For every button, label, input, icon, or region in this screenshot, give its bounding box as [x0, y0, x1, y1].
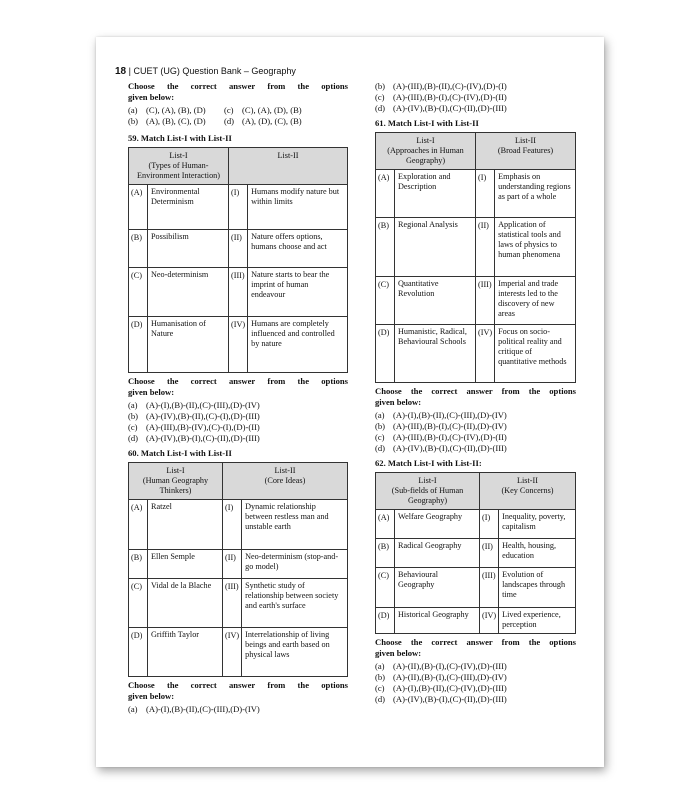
row-tag: (A): [376, 510, 395, 539]
list-ii-item: Focus on socio-political reality and critique of quantitative methods: [495, 325, 576, 383]
option-letter: (c): [375, 432, 385, 442]
row-tag: (D): [129, 628, 148, 677]
table-header-row: [129, 148, 348, 185]
option-text: (A)-(II),(B)-(I),(C)-(IV),(D)-(III): [393, 661, 507, 671]
row-tag: (III): [476, 277, 495, 325]
q61-table-wrap: [375, 132, 576, 383]
list-i-item: Griffith Taylor: [148, 628, 223, 677]
left-column: [128, 81, 348, 715]
option-letter: (a): [375, 410, 385, 420]
row-tag: (D): [129, 317, 148, 373]
q58-choose-instruction-2: given below:: [128, 92, 175, 102]
option-letter: (d): [375, 694, 386, 704]
table-row: [129, 500, 348, 550]
row-tag: (II): [480, 539, 499, 568]
row-tag: (B): [376, 539, 395, 568]
list-ii-item: Application of statistical tools and laws of physics to human phenomena: [495, 218, 576, 277]
right-column: [375, 81, 576, 705]
row-tag: (III): [229, 268, 248, 317]
option-item: [128, 704, 348, 715]
book-page: [96, 37, 604, 767]
option-letter: (b): [128, 411, 139, 421]
option-text: (A)-(IV),(B)-(I),(C)-(II),(D)-(III): [393, 443, 507, 453]
list-i-item: Humanistic, Radical, Behavioural Schools: [395, 325, 476, 383]
table-row: [129, 230, 348, 268]
table-row: [129, 550, 348, 579]
table-row: [376, 170, 576, 218]
option-letter: (d): [375, 443, 386, 453]
q60-table: [128, 462, 348, 677]
row-tag: (IV): [223, 628, 242, 677]
list-ii-item: Nature offers options, humans choose and act: [248, 230, 348, 268]
header-separator: |: [128, 66, 134, 76]
list-ii-header: List-II (Core Ideas): [223, 463, 348, 500]
row-tag: (I): [480, 510, 499, 539]
list-ii-header: List-II (Key Concerns): [480, 473, 576, 510]
list-i-item: Humanisation of Nature: [148, 317, 229, 373]
list-ii-item: Emphasis on understanding regions as part of a whole: [495, 170, 576, 218]
list-i-item: Ellen Semple: [148, 550, 223, 579]
row-tag: (B): [129, 230, 148, 268]
row-tag: (I): [223, 500, 242, 550]
q62-table: [375, 472, 576, 634]
table-row: [376, 325, 576, 383]
q61-choose-instruction-2: given below:: [375, 397, 422, 407]
list-i-item: Exploration and Description: [395, 170, 476, 218]
option-letter: (a): [128, 704, 138, 714]
option-text: (A), (D), (C), (B): [242, 116, 302, 126]
list-i-item: Vidal de la Blache: [148, 579, 223, 628]
q60-choose-instruction-2: given below:: [128, 691, 175, 701]
option-text: (A)-(IV),(B)-(I),(C)-(II),(D)-(III): [393, 103, 507, 113]
list-i-item: Regional Analysis: [395, 218, 476, 277]
option-item: [128, 411, 348, 422]
option-letter: (c): [375, 683, 385, 693]
list-ii-item: Interrelationship of living beings and earth based on physical laws: [242, 628, 348, 677]
list-i-header: List-I (Human Geography Thinkers): [129, 463, 223, 500]
row-tag: (III): [480, 568, 499, 608]
option-letter: (b): [375, 672, 386, 682]
option-text: (A)-(IV),(B)-(II),(C)-(I),(D)-(III): [146, 411, 260, 421]
list-ii-item: Inequality, poverty, capitalism: [499, 510, 576, 539]
q61-table: [375, 132, 576, 383]
option-item: [375, 92, 576, 103]
option-text: (A), (B), (C), (D): [146, 116, 206, 126]
option-item: [128, 400, 348, 411]
row-tag: (A): [129, 500, 148, 550]
list-ii-item: Humans are completely influenced and controlled by nature: [248, 317, 348, 373]
option-text: (A)-(III),(B)-(I),(C)-(IV),(D)-(II): [393, 92, 507, 102]
row-tag: (C): [129, 268, 148, 317]
option-item: [375, 443, 576, 454]
option-text: (A)-(II),(B)-(I),(C)-(III),(D)-(IV): [393, 672, 507, 682]
row-tag: (I): [476, 170, 495, 218]
option-text: (A)-(IV),(B)-(I),(C)-(II),(D)-(III): [393, 694, 507, 704]
q62-choose-instruction-2: given below:: [375, 648, 422, 658]
list-i-item: Possibilism: [148, 230, 229, 268]
option-item: [375, 661, 576, 672]
option-letter: (d): [128, 433, 139, 443]
list-ii-item: Health, housing, education: [499, 539, 576, 568]
table-row: [376, 608, 576, 634]
list-i-item: Behavioural Geography: [395, 568, 480, 608]
table-row: [376, 510, 576, 539]
q59-choose-instruction: Choose the correct answer from the options: [128, 376, 348, 386]
option-item: [128, 433, 348, 444]
row-tag: (D): [376, 325, 395, 383]
option-item: [375, 672, 576, 683]
list-i-item: Historical Geography: [395, 608, 480, 634]
option-text: (A)-(I),(B)-(II),(C)-(IV),(D)-(III): [393, 683, 507, 693]
option-letter: (a): [128, 105, 138, 115]
row-tag: (II): [476, 218, 495, 277]
list-ii-item: Neo-determinism (stop-and-go model): [242, 550, 348, 579]
list-i-item: Welfare Geography: [395, 510, 480, 539]
q59-table-wrap: [128, 147, 348, 373]
option-text: (A)-(I),(B)-(II),(C)-(III),(D)-(IV): [393, 410, 507, 420]
option-letter: (d): [375, 103, 386, 113]
table-row: [129, 317, 348, 373]
q59-table: [128, 147, 348, 373]
page-header: [115, 66, 296, 77]
option-letter: (a): [128, 400, 138, 410]
q58-options: [128, 105, 348, 127]
option-item: [375, 694, 576, 705]
q62-title: 62. Match List-I with List-II:: [375, 458, 482, 468]
q61-choose-instruction: Choose the correct answer from the options: [375, 386, 576, 396]
option-text: (A)-(III),(B)-(I),(C)-(IV),(D)-(II): [393, 432, 507, 442]
list-ii-item: Humans modify nature but within limits: [248, 185, 348, 230]
option-item: [128, 422, 348, 433]
table-row: [376, 568, 576, 608]
list-i-item: Neo-determinism: [148, 268, 229, 317]
option-letter: (d): [224, 116, 235, 126]
option-letter: (b): [128, 116, 139, 126]
option-item: [375, 421, 576, 432]
table-row: [129, 628, 348, 677]
list-ii-item: Dynamic relationship between restless man and unstable earth: [242, 500, 348, 550]
list-ii-header: List-II (Broad Features): [476, 133, 576, 170]
row-tag: (III): [223, 579, 242, 628]
row-tag: (II): [229, 230, 248, 268]
list-ii-item: Synthetic study of relationship between society and earth's surface: [242, 579, 348, 628]
q58-choose-instruction: Choose the correct answer from the options: [128, 81, 348, 91]
row-tag: (IV): [229, 317, 248, 373]
row-tag: (A): [376, 170, 395, 218]
table-row: [129, 579, 348, 628]
list-i-item: Environmental Determinism: [148, 185, 229, 230]
list-ii-item: Imperial and trade interests led to the discovery of new areas: [495, 277, 576, 325]
list-ii-header: List-II: [229, 148, 348, 185]
option-item: [375, 432, 576, 443]
option-text: (A)-(IV),(B)-(I),(C)-(II),(D)-(III): [146, 433, 260, 443]
page-number: 18: [115, 66, 127, 77]
row-tag: (IV): [476, 325, 495, 383]
option-text: (A)-(III),(B)-(II),(C)-(IV),(D)-(I): [393, 81, 507, 91]
q60-title: 60. Match List-I with List-II: [128, 448, 232, 458]
q59-title: 59. Match List-I with List-II: [128, 133, 232, 143]
list-i-header: List-I (Approaches in Human Geography): [376, 133, 476, 170]
q60-table-wrap: [128, 462, 348, 677]
list-ii-item: Lived experience, perception: [499, 608, 576, 634]
option-text: (C), (A), (B), (D): [146, 105, 206, 115]
row-tag: (D): [376, 608, 395, 634]
option-text: (A)-(III),(B)-(I),(C)-(II),(D)-(IV): [393, 421, 507, 431]
table-row: [376, 218, 576, 277]
list-i-item: Radical Geography: [395, 539, 480, 568]
row-tag: (C): [376, 277, 395, 325]
table-row: [376, 277, 576, 325]
list-ii-item: Nature starts to bear the imprint of human endeavour: [248, 268, 348, 317]
table-row: [129, 268, 348, 317]
row-tag: (B): [376, 218, 395, 277]
list-i-item: Quantitative Revolution: [395, 277, 476, 325]
option-letter: (b): [375, 81, 386, 91]
row-tag: (B): [129, 550, 148, 579]
list-i-header: List-I (Sub-fields of Human Geography): [376, 473, 480, 510]
option-item: [375, 81, 576, 92]
q62-choose-instruction: Choose the correct answer from the options: [375, 637, 576, 647]
option-text: (A)-(I),(B)-(II),(C)-(III),(D)-(IV): [146, 400, 260, 410]
table-header-row: [376, 133, 576, 170]
option-letter: (c): [375, 92, 385, 102]
table-header-row: [129, 463, 348, 500]
list-i-item: Ratzel: [148, 500, 223, 550]
table-header-row: [376, 473, 576, 510]
option-item: [375, 103, 576, 114]
row-tag: (I): [229, 185, 248, 230]
option-text: (A)-(III),(B)-(IV),(C)-(I),(D)-(II): [146, 422, 260, 432]
option-letter: (c): [224, 105, 234, 115]
header-title: CUET (UG) Question Bank – Geography: [133, 66, 296, 76]
list-ii-item: Evolution of landscapes through time: [499, 568, 576, 608]
list-i-header: List-I (Types of Human-Environment Interaction): [129, 148, 229, 185]
row-tag: (C): [376, 568, 395, 608]
table-row: [129, 185, 348, 230]
row-tag: (A): [129, 185, 148, 230]
q60-choose-instruction: Choose the correct answer from the options: [128, 680, 348, 690]
table-row: [376, 539, 576, 568]
option-item: [375, 410, 576, 421]
option-letter: (c): [128, 422, 138, 432]
row-tag: (C): [129, 579, 148, 628]
option-item: [375, 683, 576, 694]
row-tag: (II): [223, 550, 242, 579]
q59-choose-instruction-2: given below:: [128, 387, 175, 397]
q62-table-wrap: [375, 472, 576, 634]
option-text: (C), (A), (D), (B): [242, 105, 302, 115]
option-text: (A)-(I),(B)-(II),(C)-(III),(D)-(IV): [146, 704, 260, 714]
row-tag: (IV): [480, 608, 499, 634]
option-letter: (a): [375, 661, 385, 671]
q61-title: 61. Match List-I with List-II: [375, 118, 479, 128]
option-letter: (b): [375, 421, 386, 431]
